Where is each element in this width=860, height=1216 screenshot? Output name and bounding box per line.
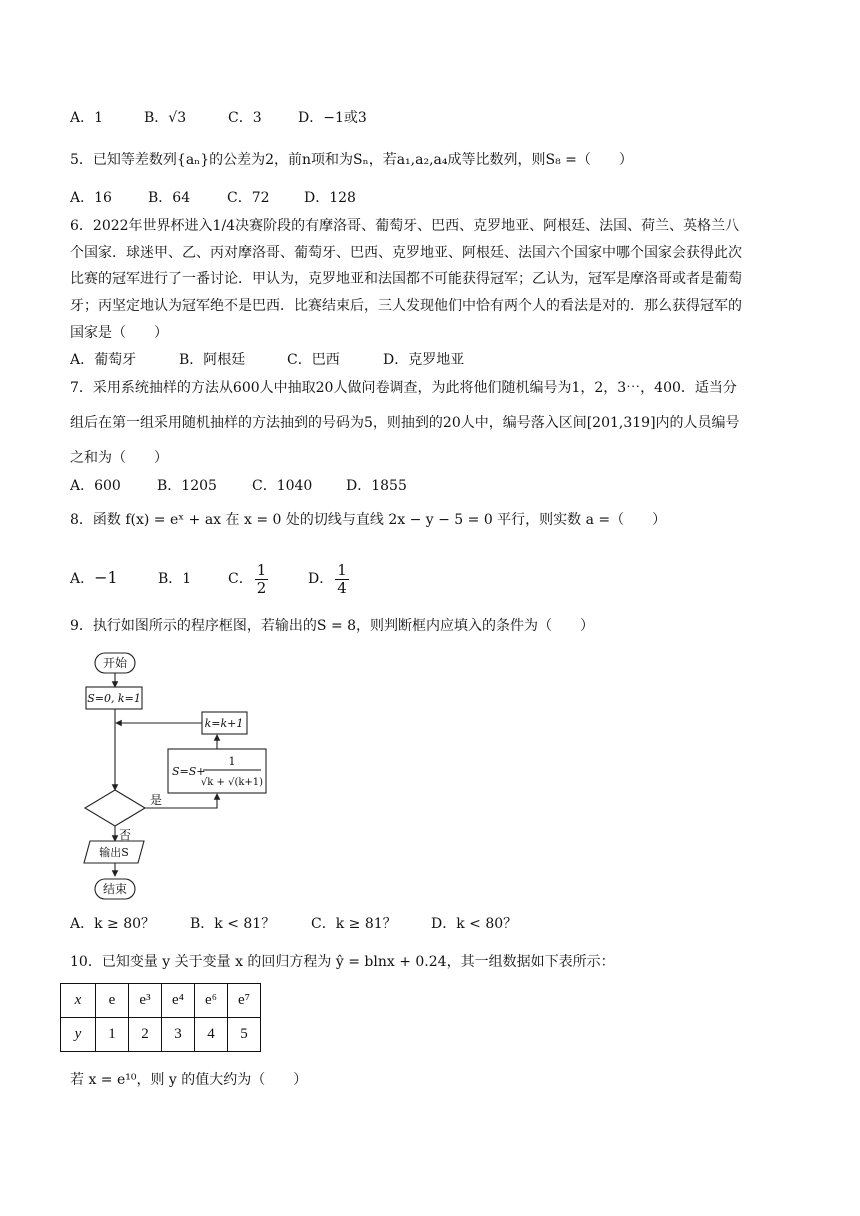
q8-stem: 8．函数 f(x) = eˣ + ax 在 x = 0 处的切线与直线 2x − y − 5 = 0 平行，则实数 a =（ ） [70,512,667,528]
q5-option-a: A．16 [70,190,112,206]
q6-options [70,350,464,370]
q8-option-c [228,557,308,601]
fraction-denominator: 2 [256,578,267,597]
q5-option-d: D．128 [304,190,356,206]
table-cell: e⁷ [228,984,261,1018]
q8-option-d [308,557,351,601]
q8-option-b [158,557,228,601]
q9-option-c: C．k ≥ 81？ [311,916,397,932]
q9-stem: 9．执行如图所示的程序框图，若输出的S = 8，则判断框内应填入的条件为（ ） [70,618,595,634]
q8-option-b-value: 1 [182,571,192,587]
flow-start-label: 开始 [102,656,128,670]
q6-line-3: 比赛的冠军进行了一番讨论．甲认为，克罗地亚和法国都不可能获得冠军；乙认为，冠军是摩洛哥或者是葡萄 [70,271,742,287]
flow-update-numerator: 1 [228,755,236,768]
q8-option-d-fraction [335,562,349,597]
q8-option-a [70,556,158,601]
q9-option-d: D．k < 80？ [431,916,518,932]
q9-option-a: A．k ≥ 80？ [70,916,156,932]
table-row-x [61,984,261,1018]
q10-data-table [60,983,261,1052]
q7-option-a: A．600 [70,478,121,494]
table-cell: e³ [129,984,162,1018]
table-cell: e [96,984,129,1018]
table-header-x: x [61,984,96,1018]
q6-option-b: B．阿根廷 [179,352,246,368]
flow-init-label: S=0, k=1 [87,692,141,705]
q6-option-a: A．葡萄牙 [70,352,137,368]
table-cell: 2 [129,1018,162,1052]
q8-options [70,556,351,601]
q4-option-b: B．√3 [144,110,187,126]
q7-line-2: 组后在第一组采用随机抽样的方法抽到的号码为5，则抽到的20人中，编号落入区间[201,319]内的人员编号 [70,415,740,431]
flow-decision-diamond [85,790,145,826]
flow-yes-label: 是 [150,793,163,807]
q10-followup: 若 x = e¹⁰，则 y 的值大约为（ ） [70,1072,308,1088]
q8-option-d-label: D． [308,571,334,587]
q9-option-b: B．k < 81？ [190,916,276,932]
table-cell: 4 [195,1018,228,1052]
table-cell: 1 [96,1018,129,1052]
q8-option-b-label: B． [158,571,183,587]
fraction-numerator: 1 [337,560,347,579]
q10-stem: 10．已知变量 y 关于变量 x 的回归方程为 ŷ = blnx + 0.24，其一组数据如下表所示： [70,954,615,970]
q8-option-a-label: A． [70,571,95,587]
q5-options [70,188,356,208]
q6-line-2: 个国家．球迷甲、乙、丙对摩洛哥、葡萄牙、巴西、克罗地亚、阿根廷、法国六个国家中哪个国家会获得此次 [70,245,742,261]
fraction-numerator: 1 [256,560,267,579]
flow-end-label: 结束 [102,882,128,896]
q5-option-c: C．72 [227,190,270,206]
table-cell: e⁴ [162,984,195,1018]
fraction-denominator: 4 [337,578,347,597]
table-cell: 3 [162,1018,195,1052]
q7-options [70,476,407,496]
q8-option-c-label: C． [228,571,253,587]
q7-option-b: B．1205 [157,478,217,494]
q6-line-4: 牙；丙坚定地认为冠军绝不是巴西．比赛结束后，三人发现他们中恰有两个人的看法是对的．那么获得冠军的 [70,298,742,314]
q7-option-d: D．1855 [346,478,407,494]
flow-update-prefix: S=S+ [172,765,206,778]
flow-no-label: 否 [119,828,132,842]
q8-option-a-value: −1 [94,568,118,587]
table-row-y [61,1018,261,1052]
table-header-y: y [61,1018,96,1052]
q7-line-1: 7．采用系统抽样的方法从600人中抽取20人做问卷调查，为此将他们随机编号为1，2，3⋯，400．适当分 [70,380,737,396]
q7-option-c: C．1040 [252,478,313,494]
q9-flowchart [72,648,292,908]
q8-option-c-fraction [255,562,269,597]
q9-options [70,914,517,934]
flow-output-label: 输出S [99,846,129,859]
q4-option-d: D．−1或3 [298,110,367,126]
table-cell: e⁶ [195,984,228,1018]
q7-line-3: 之和为（ ） [70,450,168,466]
table-cell: 5 [228,1018,261,1052]
q5-option-b: B．64 [148,190,191,206]
q5-stem: 5．已知等差数列{aₙ}的公差为2，前n项和为Sₙ，若a₁,a₂,a₄成等比数列，则S₈ =（ ） [70,152,633,168]
q4-option-a: A．1 [70,110,104,126]
q6-line-1: 6．2022年世界杯进入1/4决赛阶段的有摩洛哥、葡萄牙、巴西、克罗地亚、阿根廷、法国、荷兰、英格兰八 [70,218,740,234]
q4-option-c: C．3 [228,110,262,126]
q6-line-5: 国家是（ ） [70,325,168,341]
flow-update-denominator: √k + √(k+1) [200,777,264,788]
q6-option-c: C．巴西 [287,352,340,368]
q6-option-d: D．克罗地亚 [383,352,465,368]
flow-increment-label: k=k+1 [204,717,244,730]
q4-options [70,108,367,128]
